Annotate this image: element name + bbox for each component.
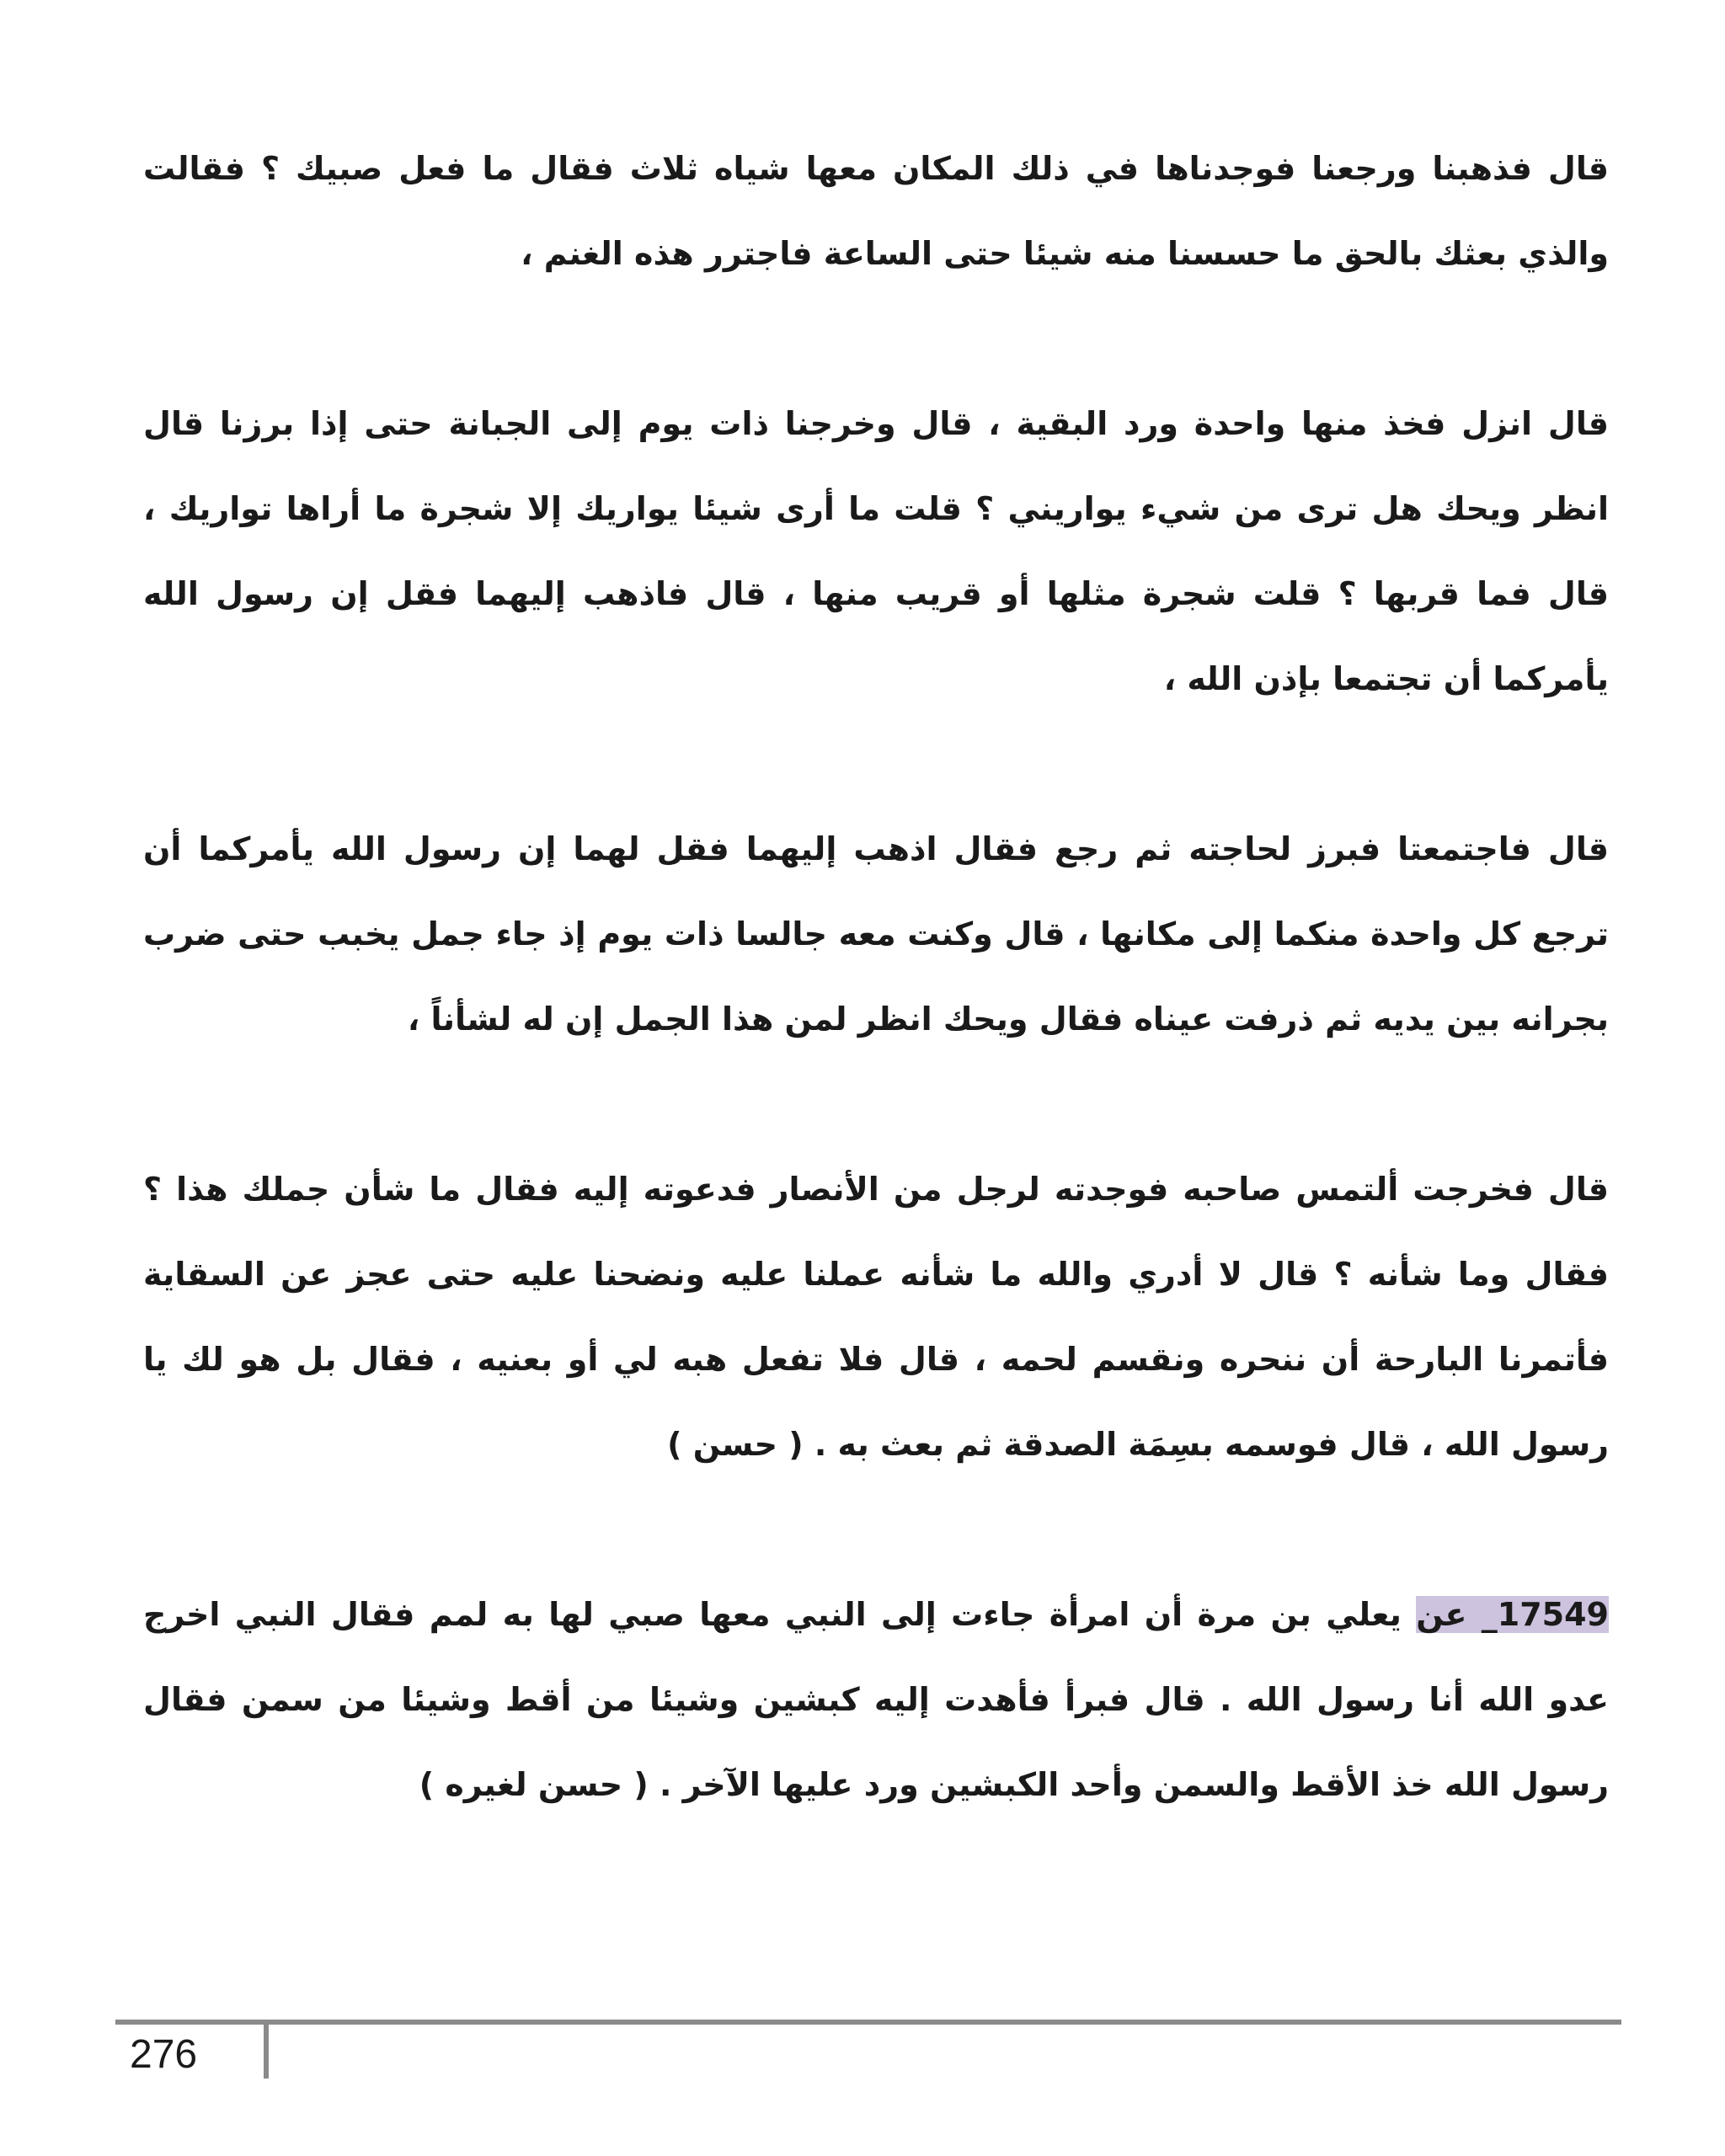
hadith-paragraph bbox=[143, 1572, 1609, 1828]
paragraph-4: قال فخرجت ألتمس صاحبه فوجدته لرجل من الأنصار فدعوته إليه فقال ما شأن جملك هذا ؟ فقال وما شأنه ؟ قال لا أدري والله ما شأنه عملنا عليه ونضحنا عليه حتى عجز عن السقاية فأتمرنا البارحة أن ننحره ونقسم لحمه ، قال فلا تفعل هبه لي أو بعنيه ، فقال بل هو لك يا رسول الله ، قال فوسمه بسِمَة الصدقة ثم بعث به . ( حسن ) bbox=[143, 1171, 1609, 1463]
footer-tick-mark bbox=[264, 2023, 269, 2079]
text-body bbox=[143, 126, 1609, 1913]
page-number: 276 bbox=[130, 2032, 198, 2077]
hadith-number-highlight: 17549_ عن bbox=[1416, 1596, 1609, 1633]
hadith-text: يعلي بن مرة أن امرأة جاءت إلى النبي معها صبي لها به لمم فقال النبي اخرج عدو الله أنا رسول الله . قال فبرأ فأهدت إليه كبشين وشيئا من أقط وشيئا من سمن فقال رسول الله خذ الأقط والسمن وأحد الكبشين ورد عليها الآخر . ( حسن لغيره ) bbox=[143, 1596, 1609, 1803]
footer-divider bbox=[115, 2020, 1621, 2025]
paragraph-3: قال فاجتمعتا فبرز لحاجته ثم رجع فقال اذهب إليهما فقل لهما إن رسول الله يأمركما أن ترجع كل واحدة منكما إلى مكانها ، قال وكنت معه جالسا ذات يوم إذ جاء جمل يخبب حتى ضرب بجرانه بين يديه ثم ذرفت عيناه فقال ويحك انظر لمن هذا الجمل إن له لشأناً ، bbox=[143, 830, 1609, 1038]
paragraph-1: قال فذهبنا ورجعنا فوجدناها في ذلك المكان معها شياه ثلاث فقال ما فعل صبيك ؟ فقالت والذي بعثك بالحق ما حسسنا منه شيئا حتى الساعة فاجترر هذه الغنم ، bbox=[143, 150, 1609, 272]
paragraph-2: قال انزل فخذ منها واحدة ورد البقية ، قال وخرجنا ذات يوم إلى الجبانة حتى إذا برزنا قال انظر ويحك هل ترى من شيء يواريني ؟ قلت ما أرى شيئا يواريك إلا شجرة ما أراها تواريك ، قال فما قربها ؟ قلت شجرة مثلها أو قريب منها ، قال فاذهب إليهما فقل إن رسول الله يأمركما أن تجتمعا بإذن الله ، bbox=[143, 405, 1609, 697]
